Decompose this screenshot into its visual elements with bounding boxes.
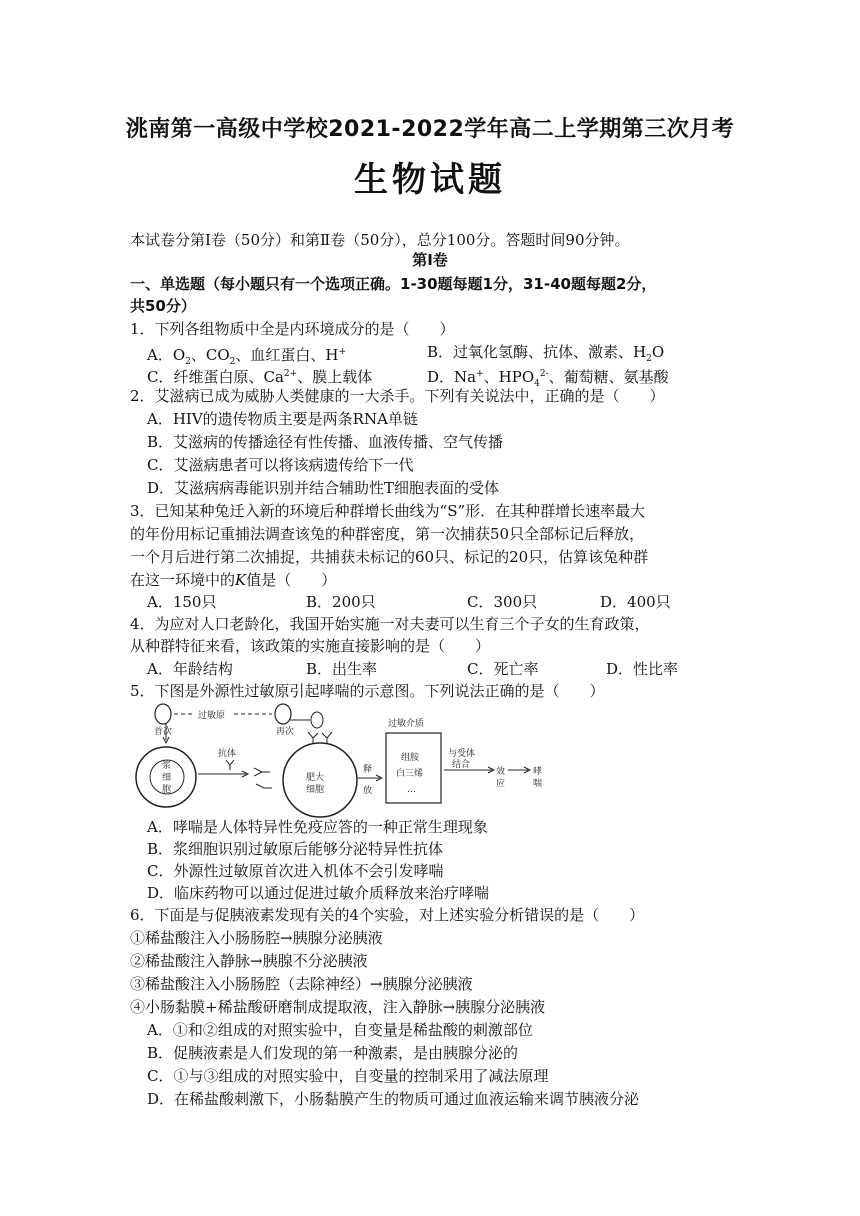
q1-stem: 1．下列各组物质中全是内环境成分的是（ ） [130, 320, 455, 338]
antibody-label: 抗体 [218, 749, 237, 759]
q6-option-a: A．①和②组成的对照实验中，自变量是稀盐酸的刺激部位 [147, 1021, 533, 1039]
exam-subject-title: 生物试题 [354, 160, 506, 200]
mast-cell-label: 肥大 [306, 773, 325, 783]
mast-cell-label: 细胞 [306, 785, 325, 795]
second-entry-label: 再次 [276, 727, 295, 737]
volume-label: 第Ⅰ卷 [412, 251, 448, 269]
q5-option-d: D．临床药物可以通过促进过敏介质释放来治疗哮喘 [147, 884, 490, 902]
q2-stem: 2．艾滋病已成为威胁人类健康的一大杀手。下列有关说法中，正确的是（ ） [130, 387, 665, 405]
q2-option-a: A．HIV的遗传物质主要是两条RNA单链 [147, 410, 418, 428]
q1-option-a: A．$O_2$、$CO_2$、血红蛋白、H+ [147, 346, 347, 367]
receptor-icon [308, 732, 332, 744]
release-label: 放 [363, 786, 373, 796]
q1-option-b: B．过氧化氢酶、抗体、激素、$H_2O$ [427, 343, 665, 364]
q6-experiment: ③稀盐酸注入小肠肠腔（去除神经）→胰腺分泌胰液 [130, 975, 473, 993]
mediator-item: … [407, 785, 416, 795]
q6-option-b: B．促胰液素是人们发现的第一种激素，是由胰腺分泌的 [147, 1044, 519, 1062]
antibody-icon [226, 760, 234, 770]
q3-stem-line: 的年份用标记重捕法调查该兔的种群密度，第一次捕获50只全部标记后释放， [130, 525, 645, 543]
release-label: 释 [363, 765, 373, 775]
section-title-cont: 共50分） [130, 297, 196, 315]
q3-option-a: A．150只 [147, 593, 217, 611]
exam-title: 洮南第一高级中学校2021-2022学年高二上学期第三次月考 [125, 117, 735, 142]
allergen-label: 过敏原 [198, 711, 226, 721]
effect-label: 效 [496, 767, 506, 777]
q6-experiment: ④小肠黏膜+稀盐酸研磨制成提取液，注入静脉→胰腺分泌胰液 [130, 998, 546, 1016]
q6-option-d: D．在稀盐酸刺激下，小肠黏膜产生的物质可通过血液运输来调节胰液分泌 [147, 1090, 640, 1108]
plasma-cell-label: 胞 [162, 785, 172, 795]
receptor-binding-label: 结合 [452, 760, 471, 770]
q4-option-d: D．性比率 [606, 660, 679, 678]
plasma-cell-label: 细 [162, 773, 172, 783]
q5-option-b: B．浆细胞识别过敏原后能够分泌特异性抗体 [147, 840, 444, 858]
q4-option-c: C．死亡率 [467, 660, 539, 678]
q3-option-b: B．200只 [306, 593, 376, 611]
q1-option-d: D．Na+、$HPO_4^{2-}$、葡萄糖、氨基酸 [427, 368, 669, 389]
q6-stem: 6．下面是与促胰液素发现有关的4个实验，对上述实验分析错误的是（ ） [130, 906, 645, 924]
q6-experiment: ①稀盐酸注入小肠肠腔→胰腺分泌胰液 [130, 929, 383, 947]
plasma-cell-label: 浆 [162, 761, 172, 771]
q4-stem-line: 4．为应对人口老龄化，我国开始实施一对夫妻可以生育三个子女的生育政策， [130, 615, 650, 633]
mediator-title: 过敏介质 [388, 719, 425, 729]
q6-option-c: C．①与③组成的对照实验中，自变量的控制采用了减法原理 [147, 1067, 549, 1085]
q3-stem-line: 3．已知某种兔迁入新的环境后种群增长曲线为“S”形．在其种群增长速率最大 [130, 502, 646, 520]
q4-stem-line: 从种群特征来看，该政策的实施直接影响的是（ ） [130, 637, 491, 655]
q4-option-b: B．出生率 [306, 660, 378, 678]
q5-option-c: C．外源性过敏原首次进入机体不会引发哮喘 [147, 862, 444, 880]
q5-option-a: A．哮喘是人体特异性免疫应答的一种正常生理现象 [147, 818, 488, 836]
q3-stem-line: 在这一环境中的K值是（ ） [130, 571, 337, 589]
mediator-item: 白三烯 [396, 769, 424, 779]
q5-stem: 5．下图是外源性过敏原引起哮喘的示意图。下列说法正确的是（ ） [130, 682, 605, 700]
antibody-icon [254, 768, 270, 776]
allergen-first-icon [155, 704, 171, 724]
q1-option-c: C．纤维蛋白原、$Ca^{2+}$、膜上载体 [147, 368, 373, 386]
q2-option-c: C．艾滋病患者可以将该病遗传给下一代 [147, 456, 414, 474]
allergen-bound-icon [311, 712, 323, 728]
q6-experiment: ②稀盐酸注入静脉→胰腺不分泌胰液 [130, 952, 368, 970]
first-entry-label: 首次 [154, 727, 173, 737]
receptor-binding-label: 与受体 [448, 749, 476, 759]
section-title: 一、单选题（每小题只有一个选项正确。1-30题每题1分，31-40题每题2分， [130, 275, 657, 293]
exam-intro: 本试卷分第Ⅰ卷（50分）和第Ⅱ卷（50分），总分100分。答题时间90分钟。 [130, 231, 630, 249]
allergy-asthma-diagram [130, 700, 560, 818]
asthma-label: 哮 [533, 767, 543, 777]
q4-option-a: A．年龄结构 [147, 660, 233, 678]
q3-stem-line: 一个月后进行第二次捕捉，共捕获未标记的60只、标记的20只，估算该兔种群 [130, 548, 649, 566]
antibody-icon [256, 784, 272, 788]
asthma-label: 喘 [533, 779, 543, 789]
allergen-second-icon [275, 704, 291, 724]
mediator-item: 组胺 [401, 753, 420, 763]
q2-option-b: B．艾滋病的传播途径有性传播、血液传播、空气传播 [147, 433, 504, 451]
effect-label: 应 [496, 779, 506, 789]
q2-option-d: D．艾滋病病毒能识别并结合辅助性T细胞表面的受体 [147, 479, 500, 497]
q3-option-c: C．300只 [467, 593, 538, 611]
q3-option-d: D．400只 [600, 593, 671, 611]
